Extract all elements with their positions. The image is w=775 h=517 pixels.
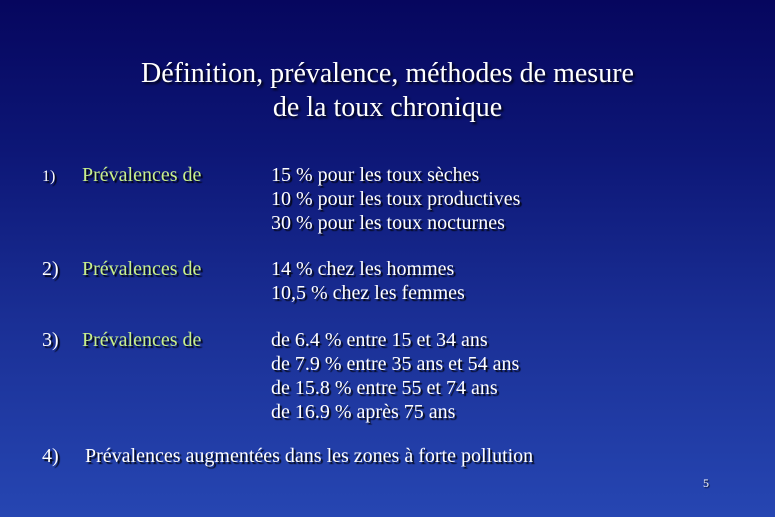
- page-number: 5: [703, 476, 709, 490]
- list-item-2-value: 14 % chez les hommes: [271, 258, 455, 280]
- list-item-3-value: de 6.4 % entre 15 et 34 ans: [271, 329, 488, 351]
- list-item-2-value: 10,5 % chez les femmes: [271, 282, 465, 304]
- list-item-3-label: Prévalences de: [82, 329, 202, 351]
- list-item-3-value: de 7.9 % entre 35 ans et 54 ans: [271, 353, 520, 375]
- list-item-2-label: Prévalences de: [82, 258, 202, 280]
- list-item-1-value: 15 % pour les toux sèches: [271, 164, 480, 186]
- list-item-1-value: 30 % pour les toux nocturnes: [271, 212, 505, 234]
- list-item-3-value: de 15.8 % entre 55 et 74 ans: [271, 377, 498, 399]
- list-item-4-text: Prévalences augmentées dans les zones à forte pollution: [85, 445, 534, 467]
- list-item-2-values: [271, 257, 465, 305]
- list-item-1-values: [271, 163, 520, 235]
- list-item-1-label: Prévalences de: [82, 164, 202, 186]
- list-item-3-values: [271, 328, 519, 424]
- list-item-3-value: de 16.9 % après 75 ans: [271, 401, 456, 423]
- slide-title: [0, 57, 775, 125]
- list-item-2-number: 2): [42, 258, 59, 280]
- slide-title-line-2: de la toux chronique: [272, 92, 503, 123]
- list-item-1-number: 1): [42, 168, 56, 185]
- slide-title-line-1: Définition, prévalence, méthodes de mesure: [141, 58, 634, 89]
- list-item-1-value: 10 % pour les toux productives: [271, 188, 521, 210]
- list-item-3-number: 3): [42, 329, 59, 351]
- list-item-4-number: 4): [42, 445, 59, 467]
